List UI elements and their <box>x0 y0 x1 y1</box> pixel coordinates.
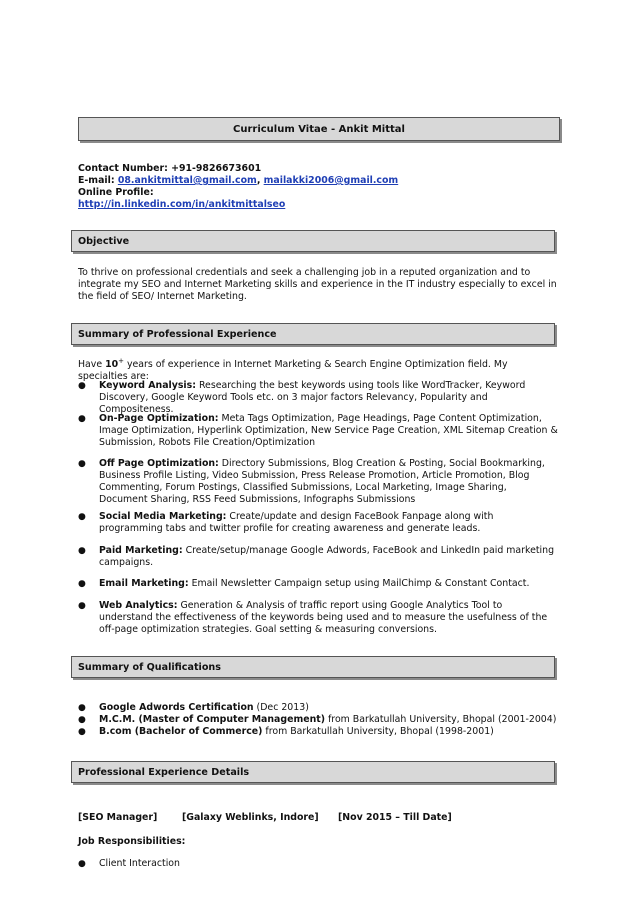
skill-text: Meta Tags Optimization, Page Headings, Page Content Optimization, Image Optimization, Hyperlink Optimization, New Service Page Creation, XML Sitemap Creation & Submission, Robots File Creation/Optimization <box>99 413 558 448</box>
qualification-title: B.com (Bachelor of Commerce) <box>99 726 263 737</box>
intro-suffix: years of experience in Internet Marketing & Search Engine Optimization field. My specialties are: <box>78 359 508 382</box>
qualification-title: M.C.M. (Master of Computer Management) <box>99 714 326 725</box>
email-label: E-mail: <box>78 175 118 186</box>
skill-title: Email Marketing: <box>99 578 189 589</box>
bullet-icon: ● <box>78 727 86 737</box>
list-item <box>78 714 558 726</box>
list-item <box>78 858 558 870</box>
skill-text: Create/setup/manage Google Adwords, FaceBook and LinkedIn paid marketing campaigns. <box>99 545 555 568</box>
job-period: [Nov 2015 – Till Date] <box>338 812 452 823</box>
skill-text: Directory Submissions, Blog Creation & Posting, Social Bookmarking, Business Profile Listing, Video Submission, Press Release Promotion, Article Promotion, Blog Commenting, Forum Postings, Classified Submissions, Local Marketing, Image Sharing, Document Sharing, RSS Feed Submissions, Infographs Submissions <box>99 458 545 505</box>
job-company: [Galaxy Weblinks, Indore] <box>182 812 319 823</box>
list-item <box>78 600 558 636</box>
email-separator: , <box>256 175 264 186</box>
email-link-primary[interactable]: 08.ankitmittal@gmail.com <box>117 175 257 186</box>
list-item <box>78 702 558 714</box>
list-item <box>78 511 558 535</box>
bullet-icon: ● <box>78 546 86 556</box>
intro-plus: + <box>118 356 125 365</box>
section-heading-objective: Objective <box>71 230 555 252</box>
objective-text: To thrive on professional credentials and seek a challenging job in a reputed organization and to integrate my SEO and Internet Marketing skills and experience in the IT industry especially to excel in the field of SEO/ Internet Marketing. <box>78 267 557 302</box>
qualification-title: Google Adwords Certification <box>99 702 254 713</box>
bullet-icon: ● <box>78 579 86 589</box>
list-item <box>78 578 558 590</box>
skill-text: Create/update and design FaceBook Fanpage along with programming tabs and twitter profile for creating awareness and generate leads. <box>99 511 494 534</box>
job-role: [SEO Manager] <box>78 812 158 823</box>
skill-title: Paid Marketing: <box>99 545 183 556</box>
linkedin-profile-link[interactable]: http://in.linkedin.com/in/ankitmittalseo <box>78 199 286 210</box>
list-item <box>78 726 558 738</box>
section-heading-experience-details: Professional Experience Details <box>71 761 555 783</box>
skill-title: Off Page Optimization: <box>99 458 219 469</box>
section-heading-experience-summary: Summary of Professional Experience <box>71 323 555 345</box>
bullet-icon: ● <box>78 601 86 611</box>
bullet-icon: ● <box>78 859 86 869</box>
intro-prefix: Have <box>78 359 106 370</box>
skill-title: Keyword Analysis: <box>99 380 196 391</box>
qualification-detail: (Dec 2013) <box>253 702 309 713</box>
skill-title: On-Page Optimization: <box>99 413 219 424</box>
skill-text: Researching the best keywords using tools like WordTracker, Keyword Discovery, Google Keyword Tools etc. on 3 major factors Relevancy, Popularity and Compositeness. <box>99 380 526 415</box>
page-title: Curriculum Vitae - Ankit Mittal <box>78 117 560 141</box>
list-item <box>78 545 558 569</box>
list-item <box>78 458 558 506</box>
list-item <box>78 413 558 449</box>
bullet-icon: ● <box>78 703 86 713</box>
contact-number: Contact Number: +91-9826673601 <box>78 163 262 174</box>
qualification-detail: from Barkatullah University, Bhopal (2001-2004) <box>325 714 557 725</box>
skill-title: Web Analytics: <box>99 600 178 611</box>
online-profile-line <box>78 199 285 211</box>
qualification-detail: from Barkatullah University, Bhopal (1998-2001) <box>262 726 494 737</box>
job-responsibilities-label: Job Responsibilities: <box>78 836 186 847</box>
online-profile-label: Online Profile: <box>78 187 154 198</box>
bullet-icon: ● <box>78 715 86 725</box>
bullet-icon: ● <box>78 512 86 522</box>
email-link-secondary[interactable]: mailakki2006@gmail.com <box>263 175 399 186</box>
responsibility-text: Client Interaction <box>99 858 180 869</box>
bullet-icon: ● <box>78 414 86 424</box>
bullet-icon: ● <box>78 381 86 391</box>
skill-title: Social Media Marketing: <box>99 511 227 522</box>
skill-text: Generation & Analysis of traffic report using Google Analytics Tool to understand the effectiveness of the keywords being used and to measure the usefulness of the off-page optimization strategies. Goal setting & measuring conversions. <box>99 600 548 635</box>
section-heading-qualifications: Summary of Qualifications <box>71 656 555 678</box>
list-item <box>78 380 558 416</box>
skill-text: Email Newsletter Campaign setup using MailChimp & Constant Contact. <box>188 578 530 589</box>
intro-years: 10 <box>105 359 119 370</box>
contact-email-line <box>78 175 398 187</box>
bullet-icon: ● <box>78 459 86 469</box>
